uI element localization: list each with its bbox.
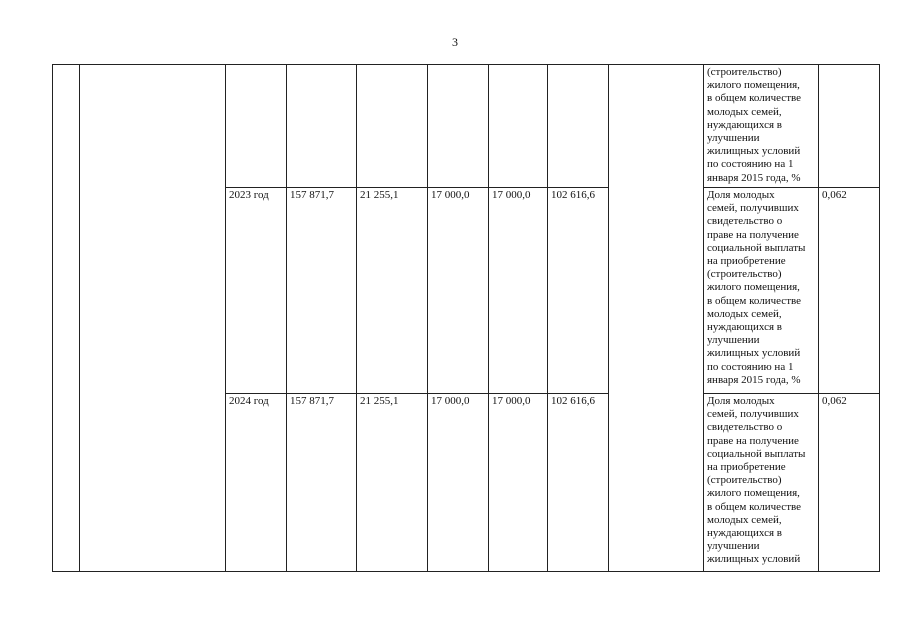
col-name-cell [80,65,226,572]
amount-cell: 102 616,6 [548,188,609,394]
year-cell [226,65,287,188]
amount-cell [428,65,489,188]
page-number: 3 [452,35,458,49]
total-cell: 157 871,7 [287,188,357,394]
amount-cell: 21 255,1 [357,394,428,572]
col-number-cell [53,65,80,572]
total-cell: 157 871,7 [287,394,357,572]
amount-cell: 17 000,0 [489,188,548,394]
program-table [52,64,880,572]
amount-cell: 102 616,6 [548,394,609,572]
amount-cell: 17 000,0 [428,188,489,394]
table-row-continued [53,65,880,188]
amount-cell [548,65,609,188]
indicator-description: (строительство) жилого помещения, в общем количестве молодых семей, нуждающихся в улучшении жилищных условий по состоянию на 1 января 2015 года, % [704,65,819,188]
col-result-cell [609,65,704,572]
amount-cell: 21 255,1 [357,188,428,394]
amount-cell: 17 000,0 [428,394,489,572]
year-cell: 2024 год [226,394,287,572]
total-cell [287,65,357,188]
amount-cell [357,65,428,188]
year-cell: 2023 год [226,188,287,394]
indicator-description: Доля молодых семей, получивших свидетельство о праве на получение социальной выплаты на приобретение (строительство) жилого помещения, в общем количестве молодых семей, нуждающихся в улучшении жилищных условий [704,394,819,572]
amount-cell: 17 000,0 [489,394,548,572]
indicator-value: 0,062 [819,188,880,394]
indicator-description: Доля молодых семей, получивших свидетельство о праве на получение социальной выплаты на приобретение (строительство) жилого помещения, в общем количестве молодых семей, нуждающихся в улучшении жилищных условий по состоянию на 1 января 2015 года, % [704,188,819,394]
indicator-value [819,65,880,188]
amount-cell [489,65,548,188]
indicator-value: 0,062 [819,394,880,572]
